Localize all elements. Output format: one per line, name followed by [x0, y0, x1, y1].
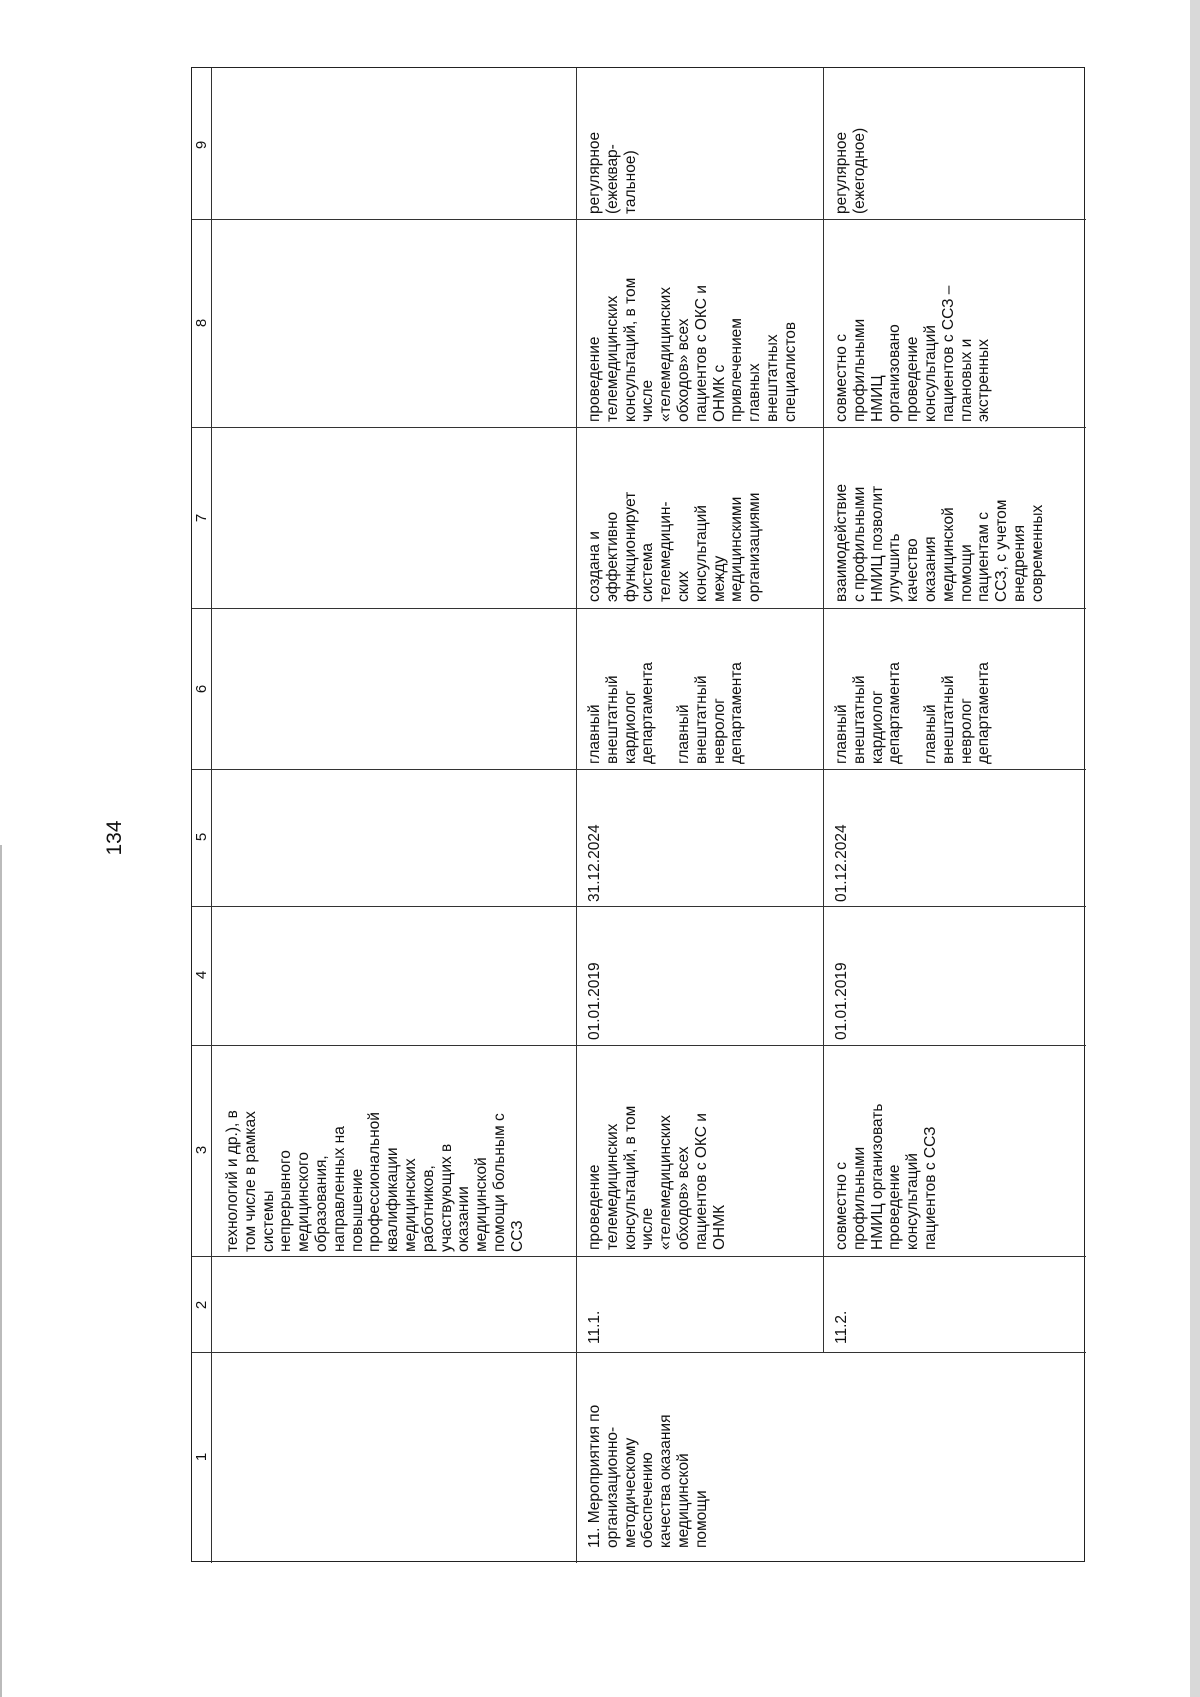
column-divider — [192, 769, 1086, 770]
column-divider — [192, 1045, 1086, 1046]
continuation-cell-c3: технологий и др.), в том числе в рамках системы непрерывного медицинского образования, направленных на повышение профессиональной квалификации медицинских работников, участвующих в оказании медицинской помощи больным с ССЗ — [224, 1110, 526, 1252]
column-divider — [192, 219, 1086, 220]
row-11-1-result: создана и эффективно функционирует система телемедицин- ских консультаций между медицинскими организациями — [586, 491, 764, 602]
header-col-6: 6 — [193, 684, 210, 694]
rotated-table — [191, 67, 1085, 1562]
row-11-2-result: взаимодействие с профильными НМИЦ позволит улучшить качество оказания медицинской помощи пациентам с ССЗ, с учетом внедрения современных — [833, 483, 1046, 602]
section-11-title: 11. Мероприятия по организационно- методическому обеспечению качества оказания медицинской помощи — [586, 1404, 710, 1548]
row-11-1-frequency: регулярное (ежеквар- тальное) — [586, 131, 639, 214]
row-11-2-start-date: 01.01.2019 — [833, 962, 850, 1040]
header-col-4: 4 — [193, 970, 210, 980]
row-11-2-description: совместно с профильными НМИЦ организовать проведение консультаций пациентов с ССЗ — [833, 1103, 939, 1250]
row-11-1-characteristic: проведение телемедицинских консультаций, в том числе «телемедицинских обходов» всех пациентов с ОКС и ОНМК с привлечением главных внештатных специалистов — [586, 277, 799, 422]
row-11-1-number: 11.1. — [586, 1310, 603, 1344]
column-divider — [192, 1352, 1086, 1353]
header-col-2: 2 — [193, 1300, 210, 1310]
header-col-9: 9 — [193, 140, 210, 150]
row-11-1-responsible: главный внештатный кардиолог департамента главный внештатный невролог департамента — [586, 662, 746, 764]
header-col-8: 8 — [193, 318, 210, 328]
row-11-2-characteristic: совместно с профильными НМИЦ организовано проведение консультаций пациентов с ССЗ – плановых и экстренных — [833, 285, 993, 422]
row-11-2-end-date: 01.12.2024 — [833, 824, 850, 902]
row-11-2-frequency: регулярное (ежегодное) — [833, 127, 868, 214]
header-col-3: 3 — [193, 1145, 210, 1155]
row-11-1-description: проведение телемедицинских консультаций, в том числе «телемедицинских обходов» всех пациентов с ОКС и ОНМК — [586, 1105, 728, 1250]
row-divider — [576, 68, 577, 1563]
header-col-7: 7 — [193, 513, 210, 523]
row-divider — [211, 68, 212, 1563]
column-divider — [192, 1256, 1086, 1257]
page-number: 134 — [103, 820, 126, 856]
column-divider — [192, 906, 1086, 907]
scan-edge — [1190, 0, 1200, 1697]
row-11-1-end-date: 31.12.2024 — [586, 824, 603, 902]
row-11-2-responsible: главный внештатный кардиолог департамента главный внештатный невролог департамента — [833, 662, 993, 764]
row-11-1-start-date: 01.01.2019 — [586, 962, 603, 1040]
scan-edge — [0, 845, 2, 1697]
row-divider — [823, 68, 824, 1352]
header-col-1: 1 — [193, 1452, 210, 1462]
header-col-5: 5 — [193, 832, 210, 842]
row-11-2-number: 11.2. — [833, 1310, 850, 1344]
